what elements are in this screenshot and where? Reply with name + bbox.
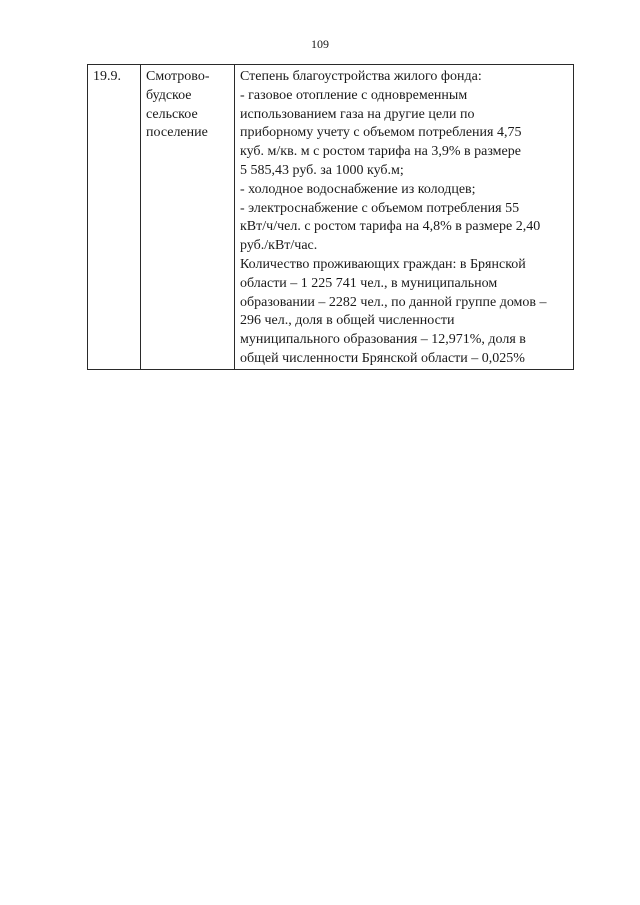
description-line: - холодное водоснабжение из колодцев; bbox=[240, 181, 476, 197]
description-line: области – 1 225 741 чел., в муниципальном bbox=[240, 275, 498, 291]
settlement-name-cell bbox=[141, 65, 235, 370]
description-line: куб. м/кв. м с ростом тарифа на 3,9% в размере bbox=[240, 144, 521, 160]
description-line: - газовое отопление с одновременным bbox=[240, 87, 468, 103]
row-index: 19.9. bbox=[93, 69, 121, 84]
settlement-name-line: сельское bbox=[146, 106, 198, 122]
settlement-name-line: будское bbox=[146, 87, 192, 103]
description-line: общей численности Брянской области – 0,025% bbox=[240, 350, 525, 366]
description-line: руб./кВт/час. bbox=[240, 238, 318, 254]
description-line: Количество проживающих граждан: в Брянской bbox=[240, 256, 526, 272]
description-cell bbox=[235, 65, 574, 370]
settlement-name-line: поселение bbox=[146, 125, 208, 141]
description-line: использованием газа на другие цели по bbox=[240, 106, 475, 122]
description-line: образовании – 2282 чел., по данной группе домов – bbox=[240, 294, 547, 310]
settlement-table bbox=[87, 64, 574, 370]
description-line: Степень благоустройства жилого фонда: bbox=[240, 69, 482, 84]
settlement-name-line: Смотрово- bbox=[146, 69, 210, 84]
description-line: 296 чел., доля в общей численности bbox=[240, 313, 455, 329]
row-index-cell bbox=[88, 65, 141, 370]
description-line: 5 585,43 руб. за 1000 куб.м; bbox=[240, 162, 404, 178]
table-row bbox=[88, 65, 574, 370]
page-number: 109 bbox=[311, 37, 329, 51]
description-line: муниципального образования – 12,971%, доля в bbox=[240, 332, 526, 348]
description-line: кВт/ч/чел. с ростом тарифа на 4,8% в размере 2,40 bbox=[240, 219, 541, 235]
description-line: приборному учету с объемом потребления 4,75 bbox=[240, 125, 522, 141]
description-line: - электроснабжение с объемом потребления 55 bbox=[240, 200, 520, 216]
